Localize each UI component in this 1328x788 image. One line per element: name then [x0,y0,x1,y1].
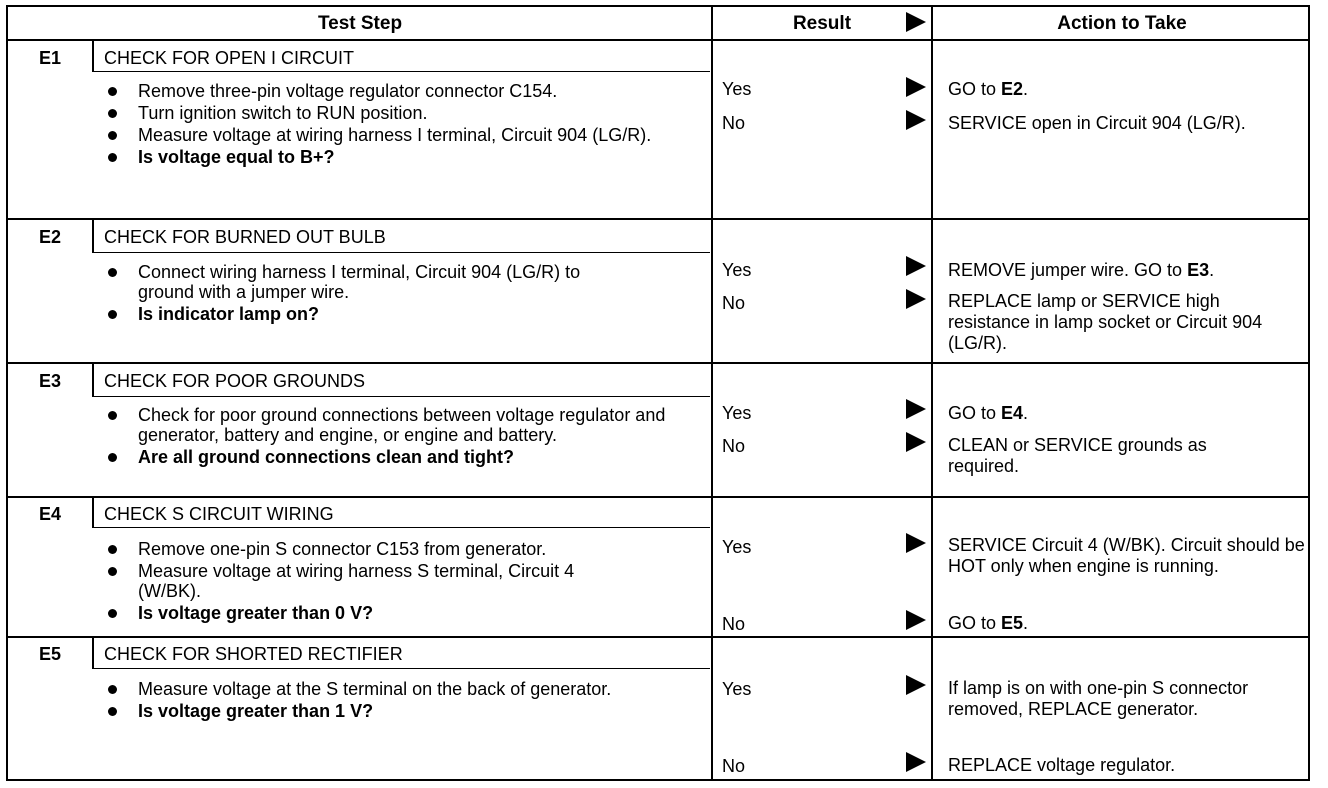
list-item: Measure voltage at wiring harness S terminal, Circuit 4 (W/BK). [102,561,618,601]
step-bullets [102,405,702,469]
step-id: E5 [38,644,62,664]
result-no: No [722,293,746,313]
question: Is voltage greater than 1 V? [102,701,702,721]
action-text: If lamp is on with one-pin S connector removed, REPLACE generator. [948,678,1249,719]
step-e4 [8,498,712,636]
arrow-icon [906,752,926,772]
arrow-icon [906,289,926,309]
arrow-icon [906,256,926,276]
result-no: No [722,756,746,776]
arrow-icon [906,110,926,130]
step-bullets [102,81,702,169]
arrow-icon [906,432,926,452]
action-text: GO to E4. [948,403,1029,423]
result-yes: Yes [722,79,752,99]
arrow-icon [906,399,926,419]
list-item: Remove three-pin voltage regulator connector C154. [102,81,638,101]
id-divider [92,41,94,71]
step-bullets [102,539,702,625]
header-action: Action to Take [1057,12,1187,34]
arrow-icon [906,610,926,630]
step-id: E1 [38,48,62,68]
arrow-icon [906,77,926,97]
header-result: Result [792,12,852,34]
action-text: GO to E2. [948,79,1029,99]
id-divider [92,364,94,396]
list-item: Connect wiring harness I terminal, Circuit 904 (LG/R) to ground with a jumper wire. [102,262,618,302]
id-divider [92,638,94,668]
step-e2 [8,220,712,362]
step-title: CHECK FOR OPEN I CIRCUIT [104,48,355,68]
list-item: Check for poor ground connections between voltage regulator and generator, battery and engine, or engine and battery. [102,405,698,445]
step-title: CHECK S CIRCUIT WIRING [104,504,334,524]
result-yes: Yes [722,679,752,699]
step-id: E3 [38,371,62,391]
id-divider [92,498,94,527]
list-item: Turn ignition switch to RUN position. [102,103,702,123]
action-text: REPLACE lamp or SERVICE high resistance in lamp socket or Circuit 904 (LG/R). [948,291,1263,353]
diagnostic-table [6,5,1310,781]
id-divider [92,220,94,252]
title-divider [92,71,710,72]
question: Is voltage equal to B+? [102,147,702,167]
step-e3 [8,364,712,496]
result-yes: Yes [722,260,752,280]
title-divider [92,668,710,669]
question: Is indicator lamp on? [102,304,702,324]
step-title: CHECK FOR POOR GROUNDS [104,371,366,391]
header-arrow-icon [906,12,926,32]
step-bullets [102,262,702,326]
question: Are all ground connections clean and tight? [102,447,702,467]
action-text: CLEAN or SERVICE grounds as required. [948,435,1207,476]
step-e1 [8,41,712,221]
list-item: Measure voltage at the S terminal on the back of generator. [102,679,678,699]
result-yes: Yes [722,403,752,423]
step-id: E4 [38,504,62,524]
action-text: REPLACE voltage regulator. [948,755,1176,775]
result-no: No [722,436,746,456]
title-divider [92,396,710,397]
step-bullets [102,679,702,723]
list-item: Measure voltage at wiring harness I terminal, Circuit 904 (LG/R). [102,125,678,145]
header-test-step: Test Step [317,12,403,34]
result-no: No [722,614,746,634]
title-divider [92,527,710,528]
arrow-icon [906,533,926,553]
action-text: REMOVE jumper wire. GO to E3. [948,260,1215,280]
column-divider [931,7,933,779]
result-no: No [722,113,746,133]
step-e5 [8,638,712,779]
arrow-icon [906,675,926,695]
step-id: E2 [38,227,62,247]
question: Is voltage greater than 0 V? [102,603,702,623]
result-yes: Yes [722,537,752,557]
list-item: Remove one-pin S connector C153 from generator. [102,539,702,559]
action-text: GO to E5. [948,613,1029,633]
step-title: CHECK FOR SHORTED RECTIFIER [104,644,403,664]
action-text: SERVICE open in Circuit 904 (LG/R). [948,113,1246,133]
step-title: CHECK FOR BURNED OUT BULB [104,227,386,247]
action-text: SERVICE Circuit 4 (W/BK). Circuit should be HOT only when engine is running. [948,535,1305,576]
title-divider [92,252,710,253]
